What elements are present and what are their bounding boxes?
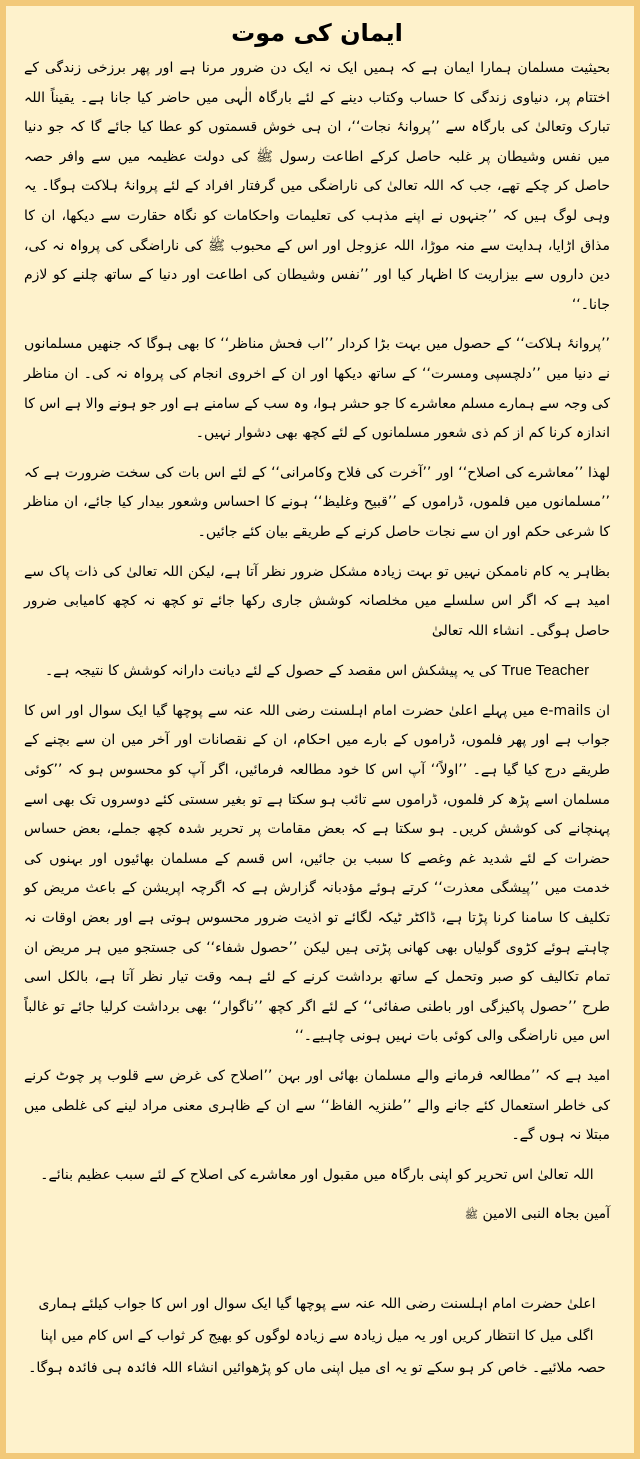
salutation-symbol: ﷺ — [464, 1208, 478, 1222]
teacher-line — [24, 656, 610, 687]
brand-name: True Teacher — [501, 662, 590, 680]
paragraph-hope: بظاہر یہ کام ناممکن نہیں تو بہت زیادہ مشکل ضرور نظر آتا ہے، لیکن اللہ تعالیٰ کی ذات پاک سے امید ہے کہ اگر اس سلسلے میں مخلصانہ کوشش جاری رکھا جائے تو کچھ نہ کچھ کامیابی ضرور حاصل ہوگی۔ انشاء اللہ تعالیٰ — [24, 563, 610, 639]
paragraph-intro: بحیثیت مسلمان ہمارا ایمان ہے کہ ہمیں ایک نہ ایک دن ضرور مرنا ہے اور پھر برزخی زندگی کے اختتام پر، دنیاوی زندگی کا حساب وکتاب دینے کے لئے بارگاہ الٰہی میں حاضر کیا جانا ہے۔ یقیناً اللہ تبارک وتعالیٰ کی بارگاہ سے ’’پروانۂ نجات‘‘، ان ہی خوش قسمتوں کو عطا کیا جائے گا کہ جو دنیا میں نفس وشیطان پر غلبہ حاصل کرکے اطاعت رسول ﷺ کی دولت عظیمہ میں سے وافر حصہ حاصل کر چکے تھے، جب کہ اللہ تعالیٰ کی ناراضگی میں گرفتار افراد کے لئے پروانۂ ہلاکت ہوگا۔ یہ وہی لوگ ہیں کہ ’’جنہوں نے اپنے مذہب کی تعلیمات واحکامات کو نگاہ حقارت سے دیکھا، ان کا مذاق اڑایا، ہدایت سے منہ موڑا، اللہ عزوجل اور اس کے محبوب ﷺ کی ناراضگی کی پرواہ نہ کی، دین داروں سے بیزاریت کا اظہار کیا اور ’’نفس وشیطان کی اطاعت اور دنیا کے ساتھ چلنے کو لازم جانا۔‘‘ — [24, 60, 610, 313]
section-spacer — [24, 1240, 610, 1288]
closing-text: آمین بجاہ النبی الامین — [482, 1206, 610, 1223]
article-panel — [6, 6, 634, 1453]
article-title: ایمان کی موت — [231, 19, 403, 47]
paragraph-destruction: ’’پروانۂ ہلاکت‘‘ کے حصول میں بہت بڑا کردار ’’اب فحش مناظر‘‘ کا بھی ہوگا کہ جنھیں مسلمانوں نے دنیا میں ’’دلچسپی ومسرت‘‘ کے ساتھ دیکھا اور ان کے اخروی انجام کی پرواہ نہ کی۔ ان مناظر کی وجہ سے ہمارے مسلم معاشرے کا جو حشر ہوا، وہ سب کے سامنے ہے اور جو ہونے والا ہے اس کا اندازہ کرنا کم از کم ذی شعور مسلمانوں کے لئے کچھ بھی دشوار نہیں۔ — [24, 336, 610, 442]
paragraph-expectation: امید ہے کہ ’’مطالعہ فرمانے والے مسلمان بھائی اور بہن ’’اصلاح کی غرض سے قلوب پر چوٹ کرنے کی خاطر استعمال کئے جانے والے ’’طنزیہ الفاظ‘‘ سے ان کے ظاہری معنی مراد لینے کی غلطی میں مبتلا نہ ہوں گے۔ — [24, 1068, 610, 1144]
paragraph-emails: ان e-mails میں پہلے اعلیٰ حضرت امام اہلسنت رضی اللہ عنہ سے پوچھا گیا ایک سوال اور اس کا جواب ہے اور پھر فلموں، ڈراموں کے بارے میں احکام، ان کے نقصانات اور آخر میں ان سے بچنے کے طریقے درج کیا گیا ہے۔ ’’اولاً‘‘ آپ اس کا خود مطالعہ فرمائیں، اگر آپ کو محسوس ہو کہ ’’کوئی مسلمان اسے پڑھ کر فلموں، ڈراموں سے تائب ہو سکتا ہے تو بغیر سستی کئے دوسروں تک بھی اسے پہنچانے کی کوشش کریں۔ ہو سکتا ہے کہ بعض مقامات پر تحریر شدہ کچھ جملے، بعض حساس حضرات کے لئے شدید غم وغصے کا سبب بن جائیں، اس قسم کے مسلمان بھائیوں اور بہنوں کی خدمت میں ’’پیشگی معذرت‘‘ کرتے ہوئے مؤدبانہ گزارش ہے کہ اگرچہ اپریشن کے باعث مریض کو تکلیف کا سامنا کرنا پڑتا ہے، ڈاکٹر ٹیکہ لگائے تو اذیت ضرور محسوس ہوتی ہے اور بعض اوقات نہ چاہتے ہوئے کڑوی گولیاں بھی کھانی پڑتی ہیں لیکن ’’حصول شفاء‘‘ کی جستجو میں ہر مریض ان تمام تکالیف کو صبر وتحمل کے ساتھ برداشت کرنے کے لئے ہمہ وقت تیار نظر آتا ہے، بالکل اسی طرح ’’حصول پاکیزگی اور باطنی صفائی‘‘ کے لئے اگر کچھ ’’ناگوار‘‘ بھی برداشت کرلیا جائے تو غالباً اس میں ناراضگی والی کوئی بات نہیں ہونی چاہیے۔‘‘ — [24, 702, 611, 1045]
prayer-line: اللہ تعالیٰ اس تحریر کو اپنی بارگاہ میں مقبول اور معاشرے کی اصلاح کے لئے سبب عظیم بنائے۔ — [40, 1166, 594, 1183]
teacher-line-text: کی یہ پیشکش اس مقصد کے حصول کے لئے دیانت دارانہ کوشش کا نتیجہ ہے۔ — [44, 663, 498, 680]
footer-note: اعلیٰ حضرت امام اہلسنت رضی اللہ عنہ سے پوچھا گیا ایک سوال اور اس کا جواب کیلئے ہماری اگلی میل کا انتظار کریں اور یہ میل زیادہ سے زیادہ لوگوں کو بھیج کر ثواب کے اس کام میں اپنا حصہ ملائیے۔ خاص کر ہو سکے تو یہ ای میل اپنی ماں کو پڑھوائیں انشاء اللہ فائدہ ہی فائدہ ہوگا۔ — [28, 1295, 606, 1376]
closing-line — [24, 1200, 610, 1230]
paragraph-reform: لھذا ’’معاشرے کی اصلاح‘‘ اور ’’آخرت کی فلاح وکامرانی‘‘ کے لئے اس بات کی سخت ضرورت ہے کہ ’’مسلمانوں میں فلموں، ڈراموں کے ’’قبیح وغلیظ‘‘ ہونے کا احساس وشعور بیدار کیا جائے، ان مناظر کا شرعی حکم اور ان سے نجات حاصل کرنے کے طریقے بیان کئے جائیں۔ — [24, 464, 610, 540]
